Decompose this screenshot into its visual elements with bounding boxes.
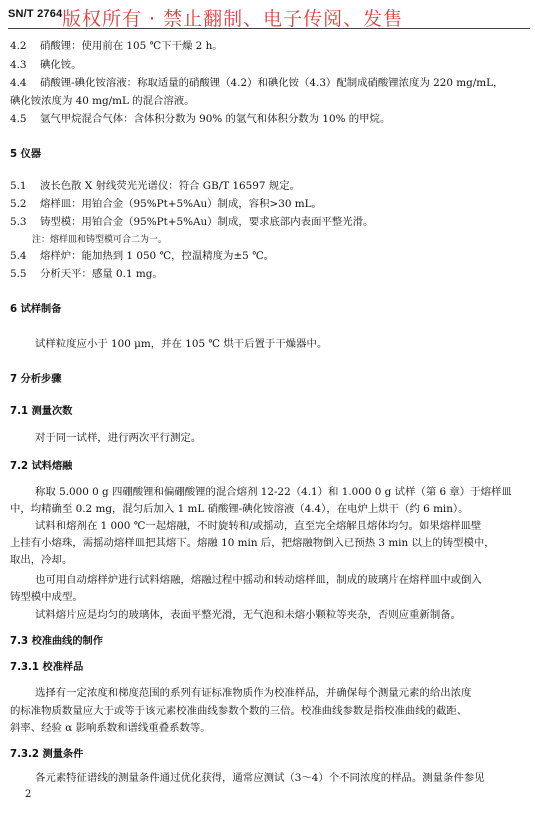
section-7-2-heading: 7.2 试料熔融 (10, 461, 73, 472)
clause-5-4: 5.4 熔样炉：能加热到 1 050 ℃，控温精度为±5 ℃。 (10, 250, 275, 262)
section-7-1-paragraph: 对于同一试样，进行两次平行测定。 (35, 432, 202, 444)
clause-5-5: 5.5 分析天平：感量 0.1 mg。 (10, 268, 163, 280)
page-number: 2 (25, 789, 32, 800)
page-header (8, 4, 528, 30)
section-7-3-1-heading: 7.3.1 校准样品 (10, 662, 84, 673)
clause-4-5: 4.5 氩气甲烷混合气体：含体积分数为 90% 的氩气和体积分数为 10% 的甲烷。 (10, 113, 391, 125)
clause-4-4: 4.4 硝酸锂-碘化铵溶液：称取适量的硝酸锂（4.2）和碘化铵（4.3）配制成硝酸锂浓度为 220 mg/mL， (10, 77, 504, 89)
section-6-heading: 6 试样制备 (10, 304, 62, 315)
clause-4-2: 4.2 硝酸锂：使用前在 105 ℃下干燥 2 h。 (10, 40, 223, 52)
p72-line-4: 上挂有小熔珠，需摇动熔样皿把其熔下。熔融 10 min 后，把熔融物倒入已预热 3 min 以上的铸型模中， (10, 537, 495, 549)
p72-line-8: 试料熔片应是均匀的玻璃体，表面平整光滑，无气泡和未熔小颗粒等夹杂，否则应重新制备。 (35, 609, 462, 621)
section-7-heading: 7 分析步骤 (10, 374, 62, 385)
p732-line-1: 各元素特征谱线的测量条件通过优化获得，通常应测试（3～4）个不同浓度的样品。测量条件参见 (35, 772, 485, 784)
section-5-heading: 5 仪器 (10, 149, 42, 160)
p72-line-7: 铸型模中成型。 (10, 591, 83, 603)
clause-5-3: 5.3 铸型模：用铂合金（95%Pt+5%Au）制成，要求底部内表面平整光滑。 (10, 216, 374, 228)
clause-4-3: 4.3 碘化铵。 (10, 59, 82, 71)
p731-line-1: 选择有一定浓度和梯度范围的系列有证标准物质作为校准样品，并确保每个测量元素的给出浓度 (35, 687, 472, 699)
clause-4-4-cont: 碘化铵浓度为 40 mg/mL 的混合溶液。 (10, 95, 195, 107)
section-7-1-heading: 7.1 测量次数 (10, 406, 73, 417)
p72-line-3: 试料和熔剂在 1 000 ℃一起熔融，不时旋转和/或摇动，直至完全熔解且熔体均匀。如果熔样皿壁 (35, 520, 482, 532)
p72-line-5: 取出，冷却。 (10, 554, 73, 566)
section-7-3-2-heading: 7.3.2 测量条件 (10, 749, 84, 760)
p72-line-2: 中，均精确至 0.2 mg，混匀后加入 1 mL 硝酸锂-碘化铵溶液（4.4），在电炉上烘干（约 6 min）。 (10, 503, 469, 515)
note-5-3: 注：熔样皿和铸型模可合二为一。 (32, 235, 168, 245)
section-7-3-heading: 7.3 校准曲线的制作 (10, 636, 103, 647)
section-6-paragraph: 试样粒度应小于 100 μm，并在 105 ℃ 烘干后置于干燥器中。 (35, 338, 328, 350)
p72-line-1: 称取 5.000 0 g 四硼酸锂和偏硼酸锂的混合熔剂 12-22（4.1）和 1.000 0 g 试样（第 6 章）于熔样皿 (35, 486, 512, 498)
p731-line-3: 斜率、经验 α 影响系数和谱线重叠系数等。 (10, 722, 211, 734)
standard-code: SN/T 2764 (8, 8, 63, 20)
p72-line-6: 也可用自动熔样炉进行试料熔融，熔融过程中摇动和转动熔样皿，制成的玻璃片在熔样皿中或倒入 (35, 574, 482, 586)
copyright-watermark: 版权所有 · 禁止翻制、电子传阅、发售 (62, 8, 404, 30)
header-rule (8, 28, 530, 29)
clause-5-1: 5.1 波长色散 X 射线荧光光谱仪：符合 GB/T 16597 规定。 (10, 180, 300, 192)
clause-5-2: 5.2 熔样皿：用铂合金（95%Pt+5%Au）制成，容积>30 mL。 (10, 198, 322, 210)
p731-line-2: 的标准物质数量应大于或等于该元素校准曲线参数个数的三倍。校准曲线参数是指校准曲线的截距、 (10, 705, 468, 717)
